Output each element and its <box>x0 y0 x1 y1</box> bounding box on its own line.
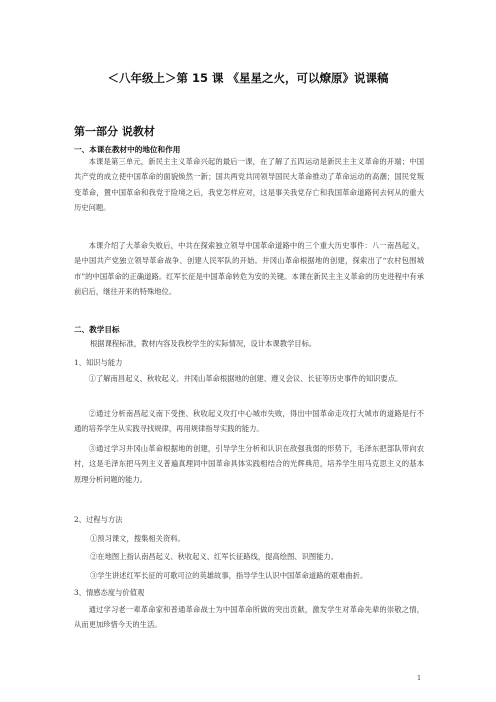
paragraph: 根据课程标准，教材内容及我校学生的实际情况，设计本课教学目标。 <box>90 339 317 348</box>
subsection-heading: 1、知识与能力 <box>74 358 123 367</box>
list-item: 通过学习老一辈革命家和普通革命战士为中国革命所做的突出贡献，激发学生对革命先辈的崇敬之情，从而更加珍惜今天的生活。 <box>74 605 424 630</box>
list-item: ②通过分析南昌起义南下受挫、秋收起义攻打中心城市失败，得出中国革命走攻打大城市的道路是行不通的培养学生从实践寻找规律，再用规律指导实践的能力。 <box>74 409 424 434</box>
list-item: ①了解南昌起义、秋收起义、井冈山革命根据地的创建、遵义会议、长征等历史事件的知识要点。 <box>88 374 403 383</box>
part-heading: 第一部分 说教材 <box>74 125 155 138</box>
list-item: ①预习课文，搜集相关资料。 <box>90 534 185 543</box>
document-title: ＜八年级上＞第 15 课 《星星之火，可以燎原》说课稿 <box>107 71 389 85</box>
section-heading <box>74 324 120 335</box>
section-heading-text: 二、教学目标 <box>74 325 120 334</box>
list-item: ②在地图上指认南昌起义、秋收起义、红军长征路线，提高绘图、识图能力。 <box>90 552 339 561</box>
subsection-heading: 3、情感态度与价值观 <box>74 588 145 597</box>
list-item: ③通过学习井冈山革命根据地的创建，引导学生分析和认识在敌强我弱的形势下，毛泽东把部队带向农村，这是毛泽东把马列主义普遍真理同中国革命具体实践相结合的光辉典范，培养学生用马克思主义的基本原理分析问题的能力。 <box>74 444 424 484</box>
page-number: 1 <box>417 674 422 682</box>
section-heading-text: 一、本课在教材中的地位和作用 <box>74 145 181 154</box>
paragraph: 本课介绍了大革命失败后，中共在探索独立领导中国革命道路中的三个重大历史事件：八一南昌起义，是中国共产党独立领导革命战争、创建人民军队的开始。井冈山革命根据地的创建，探索出了“农村包围城市”的中国革命的正确道路。红军长征是中国革命转危为安的关键。本课在新民主主义革命的历史进程中有承前启后，继往开来的特殊地位。 <box>74 241 424 296</box>
subsection-heading: 2、过程与方法 <box>74 515 123 524</box>
paragraph: 本课是第三单元，新民主主义革命兴起的最后一课，在了解了五四运动是新民主主义革命的开端；中国共产党的成立使中国革命的面貌焕然一新；国共两党共同领导国民大革命推动了革命运动的高潮；国民党叛变革命，置中国革命和我党于险境之后，我党怎样应对，这是事关我党存亡和我国革命道路何去何从的重大历史问题。 <box>74 157 424 212</box>
list-item: ③学生讲述红军长征的可歌可泣的英雄故事，指导学生认识中国革命道路的艰难曲折。 <box>90 571 368 580</box>
